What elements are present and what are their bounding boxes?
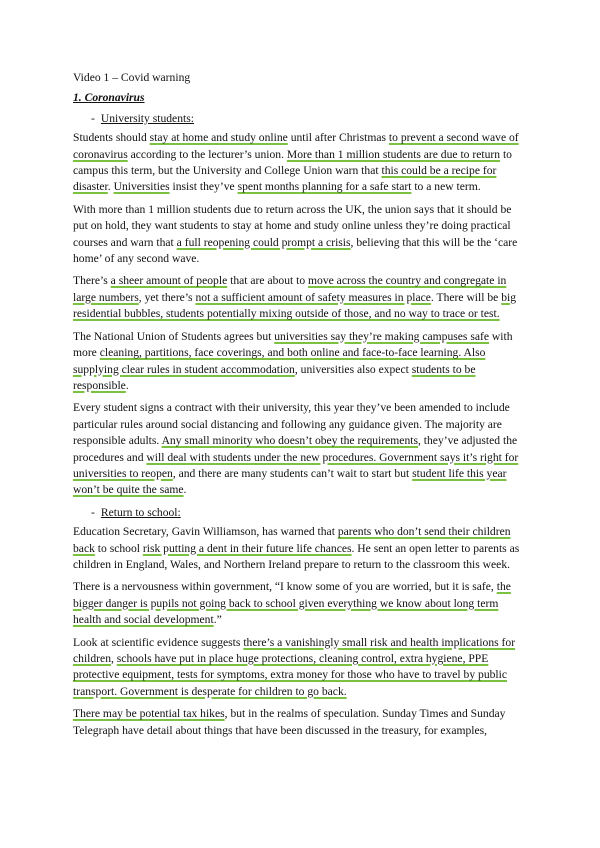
text-run: to school — [94, 541, 143, 555]
text-run: The National Union of Students agrees but — [73, 329, 275, 343]
highlighted-phrase: universities say they’re making campuses safe — [274, 329, 489, 343]
highlighted-phrase: big residential bubbles, students potentially mixing outside of those, and no way to trace or test. — [73, 290, 517, 321]
paragraph — [73, 202, 528, 268]
paragraph — [73, 524, 528, 573]
highlighted-phrase: spent months planning for a safe start — [237, 180, 412, 194]
highlighted-phrase: More than 1 million students are due to return — [286, 147, 501, 161]
text-run: There’s — [73, 274, 111, 288]
highlighted-phrase: this could be a recipe for disaster — [73, 164, 497, 194]
highlighted-phrase: risk putting a dent in their future life chances — [142, 541, 352, 555]
text-run: With more than 1 million students due to return across the UK, the union says that it should be put on hold, they want students to stay at home and study online unless they’re doing practical courses and warn that — [73, 202, 512, 249]
paragraph — [73, 130, 528, 196]
highlighted-phrase: cleaning, partitions, face coverings, and both online and face-to-face learning. Also supplying clear rules in student accommodation — [73, 346, 486, 376]
text-run: Look at scientific evidence suggests — [73, 635, 244, 649]
bullet-dash: - — [91, 505, 95, 519]
text-run: that are about to — [227, 274, 309, 288]
section-heading: 1. Coronavirus — [73, 91, 145, 105]
text-run: Education Secretary, Gavin Williamson, has warned that — [73, 525, 338, 539]
text-run: , universities also expect — [294, 362, 412, 376]
highlighted-phrase: schools have put in place huge protections, cleaning control, extra hygiene, PPE protective equipment, tests for symptoms, extra money for those who have to travel by public transport. Government is desperate for children to go back. — [73, 652, 508, 698]
highlighted-phrase: a full reopening could prompt a crisis — [176, 235, 351, 249]
text-run: with more — [73, 329, 513, 360]
paragraph — [73, 400, 528, 498]
text-run: , — [111, 652, 117, 665]
highlighted-phrase: the bigger danger is pupils not going back to school given everything we know about long term health and social development — [73, 580, 511, 627]
text-run: . — [183, 483, 187, 497]
highlighted-phrase: Universities — [113, 180, 170, 194]
text-run: , they’ve adjusted the procedures and — [73, 434, 518, 464]
subsection-heading-text: University students: — [100, 111, 194, 125]
text-run: . — [107, 180, 114, 194]
text-run: .” — [213, 613, 222, 627]
text-run: . — [125, 378, 129, 392]
bullet-dash: - — [91, 111, 95, 125]
document-title: Video 1 – Covid warning — [73, 71, 191, 84]
text-run: to a new term. — [411, 180, 481, 194]
highlighted-phrase: to prevent a second wave of coronavirus — [73, 131, 519, 161]
text-run: insist they’ve — [169, 180, 238, 194]
text-run: Students should — [73, 131, 150, 145]
text-run: . There will be — [430, 290, 502, 304]
paragraph — [73, 579, 528, 628]
paragraph — [73, 635, 528, 701]
highlighted-phrase: not a sufficient amount of safety measures in place — [195, 290, 431, 304]
text-run: until after Christmas — [287, 131, 389, 145]
highlighted-phrase: there’s a vanishingly small risk and health implications for children — [73, 635, 516, 665]
text-run: , believing that this will be the ‘care home’ of any second wave. — [73, 235, 518, 266]
text-run: . He sent an open letter to parents as children in England, Wales, and Northern Ireland prepare to return to the classroom this week. — [73, 541, 520, 571]
highlighted-phrase: will deal with students under the new procedures. Government says it’s right for universities to reopen — [73, 450, 519, 480]
subsection-heading — [73, 111, 528, 127]
subsection-heading-text: Return to school: — [100, 505, 181, 519]
highlighted-phrase: move across the country and congregate in large numbers — [73, 274, 507, 304]
sections-container — [73, 111, 528, 739]
subsection-heading — [73, 505, 528, 521]
text-run: to campus this term, but the University and College Union warn that — [73, 147, 512, 178]
text-run: , but in the realms of speculation. Sunday Times and Sunday Telegraph have detail about things that have been discussed in the treasury, for examples, — [73, 707, 506, 737]
highlighted-phrase: a sheer amount of people — [110, 274, 228, 288]
text-run: according to the lecturer’s union. — [127, 147, 287, 161]
paragraph — [73, 329, 528, 395]
text-run: There is a nervousness within government, “I know some of you are worried, but it is safe, — [73, 580, 497, 594]
document-body — [73, 70, 528, 745]
text-run: Every student signs a contract with their university, this year they’ve been amended to include particular rules around social distancing and following any guidance given. The majority are responsible adults. — [73, 401, 510, 448]
text-run: , and there are many students can’t wait to start but — [172, 466, 413, 480]
highlighted-phrase: students to be responsible — [73, 362, 476, 392]
text-run: , yet there’s — [138, 290, 196, 304]
highlighted-phrase: There may be potential tax hikes — [73, 707, 225, 721]
paragraph — [73, 273, 528, 322]
highlighted-phrase: student life this year won’t be quite the same — [73, 466, 507, 497]
highlighted-phrase: Any small minority who doesn’t obey the requirements — [161, 434, 418, 448]
paragraph — [73, 706, 528, 739]
highlighted-phrase: stay at home and study online — [149, 131, 288, 145]
highlighted-phrase: parents who don’t send their children back — [73, 525, 511, 555]
